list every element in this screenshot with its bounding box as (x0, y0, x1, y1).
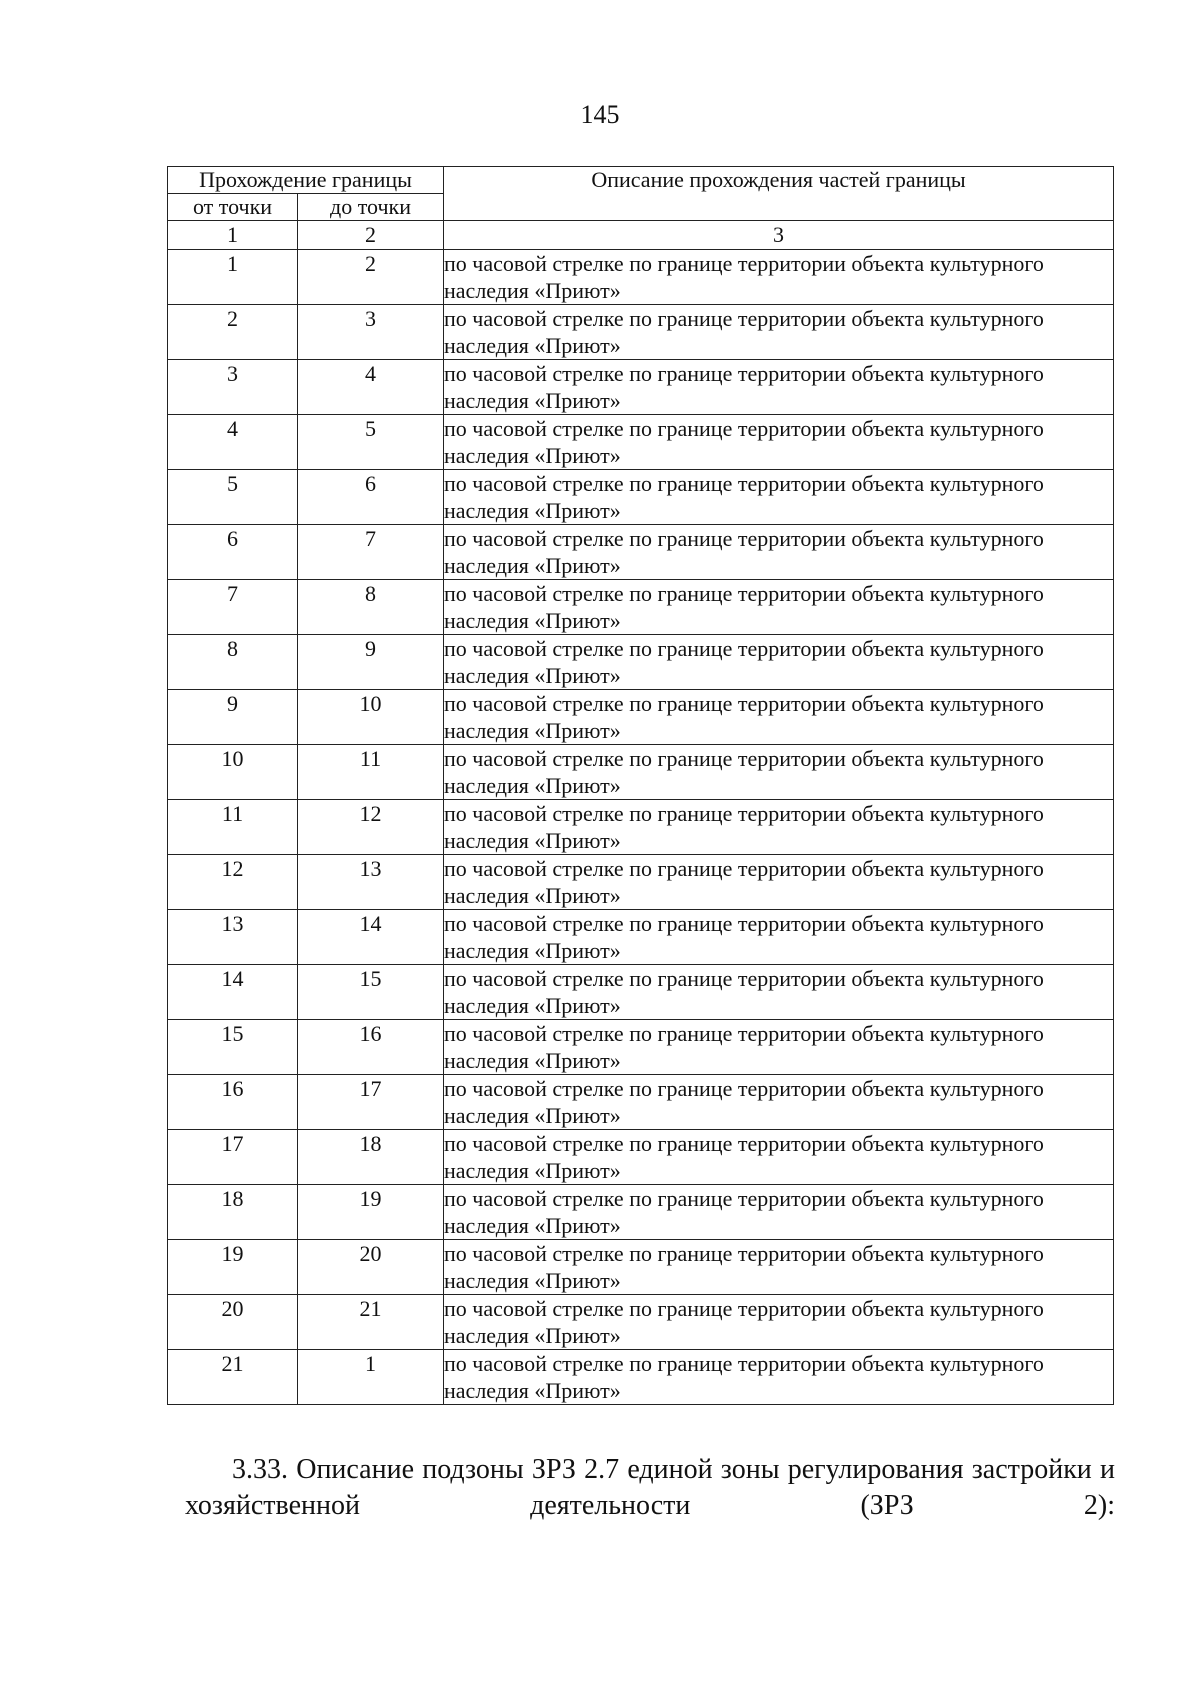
description-cell: по часовой стрелке по границе территории объекта культурного наследия «Приют» (444, 1130, 1114, 1185)
header-description: Описание прохождения частей границы (444, 167, 1114, 221)
table-header-row (168, 167, 1114, 194)
column-index: 3 (444, 221, 1114, 250)
header-to-point: до точки (298, 194, 444, 221)
to-point-cell: 8 (298, 580, 444, 635)
description-cell: по часовой стрелке по границе территории объекта культурного наследия «Приют» (444, 800, 1114, 855)
to-point-cell: 13 (298, 855, 444, 910)
from-point-cell: 3 (168, 360, 298, 415)
table-row (168, 1350, 1114, 1405)
from-point-cell: 11 (168, 800, 298, 855)
table-row (168, 690, 1114, 745)
to-point-cell: 9 (298, 635, 444, 690)
table-row (168, 1130, 1114, 1185)
from-point-cell: 12 (168, 855, 298, 910)
from-point-cell: 9 (168, 690, 298, 745)
table-row (168, 855, 1114, 910)
table-row (168, 525, 1114, 580)
from-point-cell: 16 (168, 1075, 298, 1130)
to-point-cell: 21 (298, 1295, 444, 1350)
from-point-cell: 4 (168, 415, 298, 470)
from-point-cell: 18 (168, 1185, 298, 1240)
to-point-cell: 3 (298, 305, 444, 360)
description-cell: по часовой стрелке по границе территории объекта культурного наследия «Приют» (444, 965, 1114, 1020)
from-point-cell: 10 (168, 745, 298, 800)
page-number: 145 (580, 100, 620, 129)
table-row (168, 580, 1114, 635)
from-point-cell: 14 (168, 965, 298, 1020)
description-cell: по часовой стрелке по границе территории объекта культурного наследия «Приют» (444, 1185, 1114, 1240)
from-point-cell: 1 (168, 250, 298, 305)
from-point-cell: 21 (168, 1350, 298, 1405)
description-cell: по часовой стрелке по границе территории объекта культурного наследия «Приют» (444, 415, 1114, 470)
table-row (168, 305, 1114, 360)
from-point-cell: 7 (168, 580, 298, 635)
table-row (168, 800, 1114, 855)
to-point-cell: 20 (298, 1240, 444, 1295)
to-point-cell: 11 (298, 745, 444, 800)
header-from-point: от точки (168, 194, 298, 221)
to-point-cell: 4 (298, 360, 444, 415)
to-point-cell: 1 (298, 1350, 444, 1405)
to-point-cell: 7 (298, 525, 444, 580)
to-point-cell: 12 (298, 800, 444, 855)
to-point-cell: 15 (298, 965, 444, 1020)
to-point-cell: 2 (298, 250, 444, 305)
table-row (168, 1185, 1114, 1240)
to-point-cell: 17 (298, 1075, 444, 1130)
table-row (168, 965, 1114, 1020)
description-cell: по часовой стрелке по границе территории объекта культурного наследия «Приют» (444, 580, 1114, 635)
description-cell: по часовой стрелке по границе территории объекта культурного наследия «Приют» (444, 1240, 1114, 1295)
table-row (168, 1240, 1114, 1295)
table-row (168, 635, 1114, 690)
description-cell: по часовой стрелке по границе территории объекта культурного наследия «Приют» (444, 910, 1114, 965)
to-point-cell: 19 (298, 1185, 444, 1240)
column-index-row (168, 221, 1114, 250)
description-cell: по часовой стрелке по границе территории объекта культурного наследия «Приют» (444, 1020, 1114, 1075)
to-point-cell: 18 (298, 1130, 444, 1185)
description-cell: по часовой стрелке по границе территории объекта культурного наследия «Приют» (444, 525, 1114, 580)
to-point-cell: 5 (298, 415, 444, 470)
boundary-table (167, 166, 1114, 1405)
header-boundary-passage: Прохождение границы (168, 167, 444, 194)
from-point-cell: 5 (168, 470, 298, 525)
to-point-cell: 14 (298, 910, 444, 965)
table-row (168, 360, 1114, 415)
to-point-cell: 6 (298, 470, 444, 525)
from-point-cell: 15 (168, 1020, 298, 1075)
from-point-cell: 8 (168, 635, 298, 690)
table-row (168, 1295, 1114, 1350)
description-cell: по часовой стрелке по границе территории объекта культурного наследия «Приют» (444, 855, 1114, 910)
description-cell: по часовой стрелке по границе территории объекта культурного наследия «Приют» (444, 1295, 1114, 1350)
column-index: 1 (168, 221, 298, 250)
description-cell: по часовой стрелке по границе территории объекта культурного наследия «Приют» (444, 470, 1114, 525)
table-row (168, 910, 1114, 965)
description-cell: по часовой стрелке по границе территории объекта культурного наследия «Приют» (444, 305, 1114, 360)
description-cell: по часовой стрелке по границе территории объекта культурного наследия «Приют» (444, 690, 1114, 745)
description-cell: по часовой стрелке по границе территории объекта культурного наследия «Приют» (444, 1350, 1114, 1405)
table-row (168, 1020, 1114, 1075)
table-row (168, 745, 1114, 800)
table-row (168, 1075, 1114, 1130)
table-row (168, 250, 1114, 305)
description-cell: по часовой стрелке по границе территории объекта культурного наследия «Приют» (444, 635, 1114, 690)
description-cell: по часовой стрелке по границе территории объекта культурного наследия «Приют» (444, 360, 1114, 415)
section-paragraph: 3.33. Описание подзоны ЗРЗ 2.7 единой зоны регулирования застройки и хозяйственной деятельности (ЗРЗ 2): (185, 1454, 1115, 1521)
column-index: 2 (298, 221, 444, 250)
table-row (168, 470, 1114, 525)
from-point-cell: 6 (168, 525, 298, 580)
description-cell: по часовой стрелке по границе территории объекта культурного наследия «Приют» (444, 745, 1114, 800)
from-point-cell: 19 (168, 1240, 298, 1295)
description-cell: по часовой стрелке по границе территории объекта культурного наследия «Приют» (444, 1075, 1114, 1130)
from-point-cell: 2 (168, 305, 298, 360)
table-row (168, 415, 1114, 470)
to-point-cell: 16 (298, 1020, 444, 1075)
to-point-cell: 10 (298, 690, 444, 745)
from-point-cell: 13 (168, 910, 298, 965)
from-point-cell: 20 (168, 1295, 298, 1350)
description-cell: по часовой стрелке по границе территории объекта культурного наследия «Приют» (444, 250, 1114, 305)
from-point-cell: 17 (168, 1130, 298, 1185)
